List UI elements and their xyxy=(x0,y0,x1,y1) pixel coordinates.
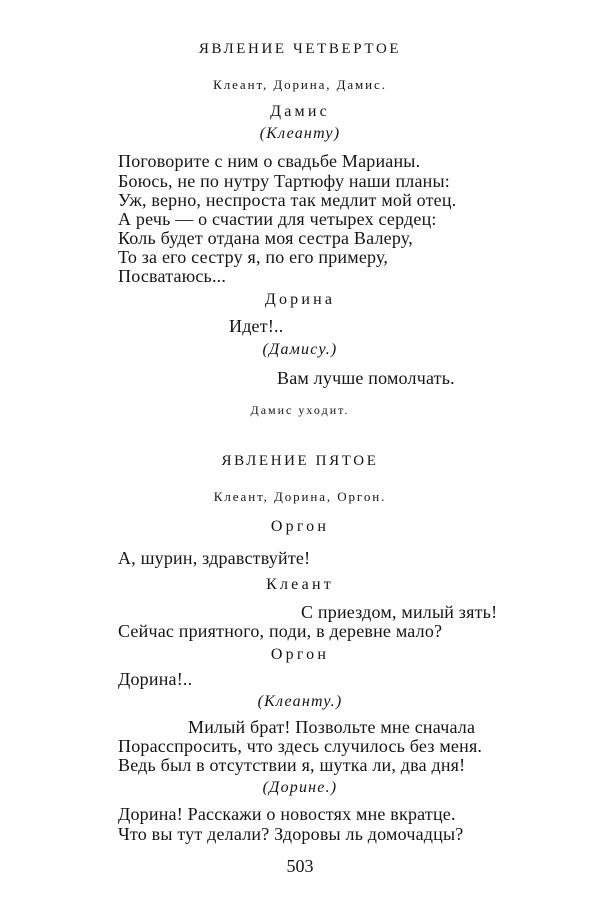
verse-line: Сейчас приятного, поди, в деревне мало? xyxy=(118,621,443,641)
scene-4-title: ЯВЛЕНИЕ ЧЕТВЕРТОЕ xyxy=(198,41,402,57)
verse-line: С приездом, милый зять! xyxy=(301,602,498,622)
verse-line: Вам лучше помолчать. xyxy=(277,368,455,388)
verse-line: Что вы тут делали? Здоровы ль домочадцы? xyxy=(118,824,464,844)
stage-direction-exit: Дамис уходит. xyxy=(250,403,350,417)
stage-direction-to-kleant: (Клеанту.) xyxy=(257,693,343,710)
verse-line: А, шурин, здравствуйте! xyxy=(118,548,311,568)
verse-line: Боюсь, не по нутру Тартюфу наши планы: xyxy=(118,171,450,191)
speaker-orgon: Оргон xyxy=(270,518,330,535)
verse-line: Коль будет отдана моя сестра Валеру, xyxy=(118,228,413,248)
speaker-kleant: Клеант xyxy=(266,576,334,593)
scene-5-title: ЯВЛЕНИЕ ПЯТОЕ xyxy=(221,453,379,469)
speaker-damis: Дамис xyxy=(270,103,330,120)
verse-line: Дорина! Расскажи о новостях мне вкратце. xyxy=(118,804,456,824)
verse-line: Идет!.. xyxy=(229,316,284,336)
scene-5-cast: Клеант, Дорина, Оргон. xyxy=(213,489,387,504)
stage-direction-to-kleant: (Клеанту) xyxy=(259,125,341,142)
verse-line: То за его сестру я, по его примеру, xyxy=(118,247,389,267)
stage-direction-to-dorina: (Дорине.) xyxy=(262,779,338,796)
verse-line: Порасспросить, что здесь случилось без меня. xyxy=(118,736,483,756)
scene-4-cast: Клеант, Дорина, Дамис. xyxy=(213,77,387,92)
stage-direction-to-damis: (Дамису.) xyxy=(262,341,338,358)
verse-line: А речь — о счастии для четырех сердец: xyxy=(118,209,437,229)
speaker-orgon: Оргон xyxy=(270,646,330,663)
page-number: 503 xyxy=(286,856,314,876)
verse-line: Дорина!.. xyxy=(118,669,193,689)
verse-line: Посватаюсь... xyxy=(118,266,227,286)
verse-line: Уж, верно, неспроста так медлит мой отец. xyxy=(118,190,457,210)
speaker-dorina: Дорина xyxy=(264,291,336,308)
verse-line: Поговорите с ним о свадьбе Марианы. xyxy=(118,151,421,171)
verse-line: Ведь был в отсутствии я, шутка ли, два дня! xyxy=(118,755,466,775)
verse-line: Милый брат! Позвольте мне сначала xyxy=(188,717,476,737)
